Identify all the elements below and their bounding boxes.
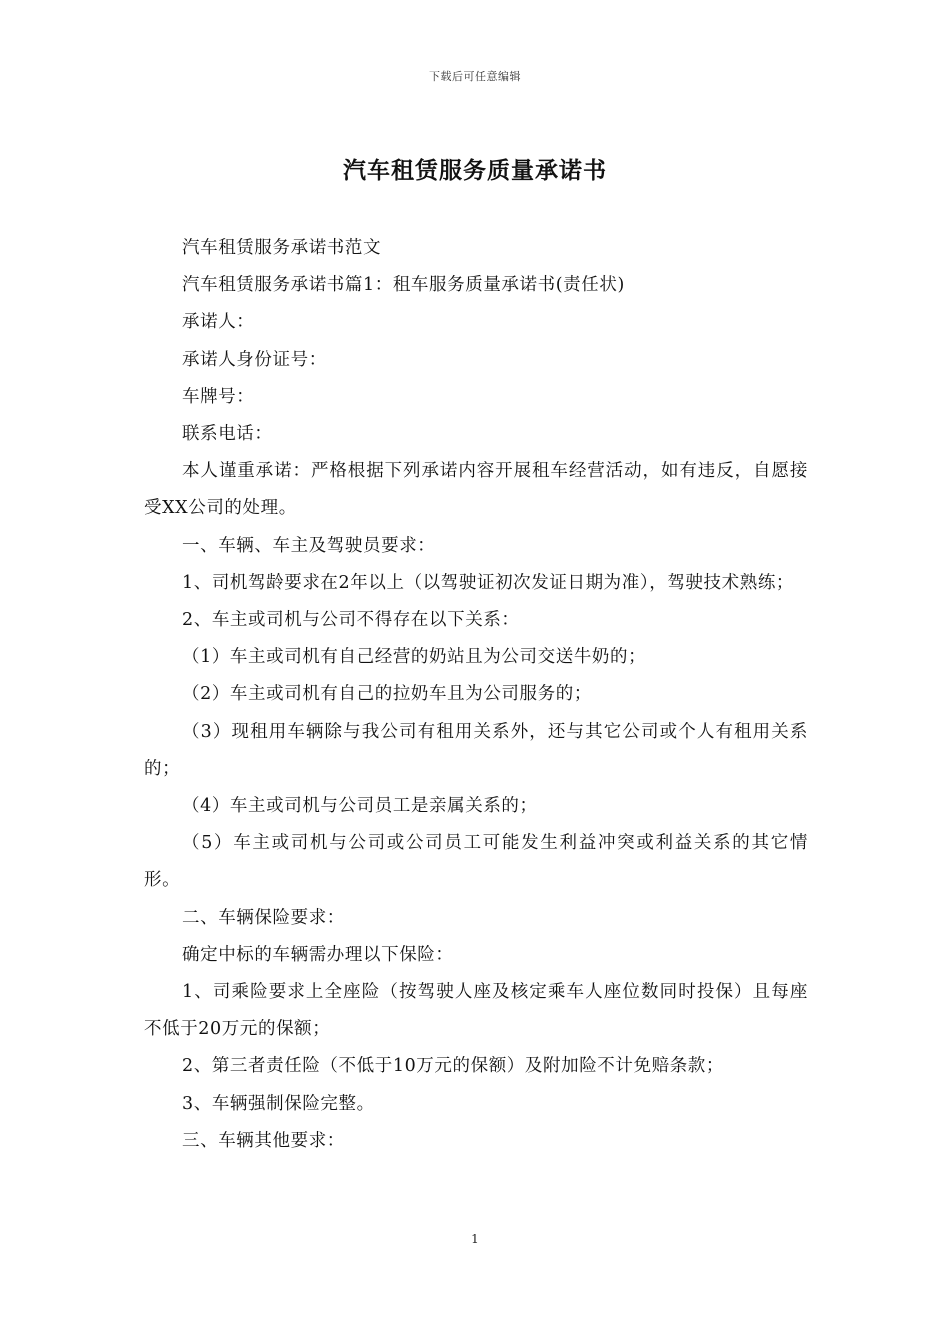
section-heading-other-requirements: 三、车辆其他要求： [182,1130,345,1151]
section-heading-vehicle-owner-driver: 一、车辆、车主及驾驶员要求： [182,535,436,556]
list-item: 3、车辆强制保险完整。 [182,1093,375,1114]
page-number: 1 [471,1232,479,1246]
section-heading-insurance: 二、车辆保险要求： [182,907,345,928]
paragraph-plate-number: 车牌号： [182,386,255,407]
paragraph-id-number: 承诺人身份证号： [182,349,327,370]
list-item: 1、司乘险要求上全座险（按驾驶人座及核定乘车人座位数同时投保）且每座不低于20万元的保额； [144,982,808,1040]
paragraph-contact-phone: 联系电话： [182,424,273,445]
list-item: 2、第三者责任险（不低于10万元的保额）及附加险不计免赔条款； [182,1056,724,1077]
paragraph-intro: 汽车租赁服务承诺书范文 [182,238,382,258]
document-title: 汽车租赁服务质量承诺书 [343,157,607,184]
page-header-note: 下载后可任意编辑 [429,70,521,83]
list-item: （4）车主或司机与公司员工是亲属关系的； [182,796,538,817]
list-item: 2、车主或司机与公司不得存在以下关系： [182,610,520,631]
list-item: （5）车主或司机与公司或公司员工可能发生利益冲突或利益关系的其它情形。 [144,833,808,891]
list-item: （1）车主或司机有自己经营的奶站且为公司交送牛奶的； [182,647,647,668]
paragraph-insurance-intro: 确定中标的车辆需办理以下保险： [182,944,454,965]
list-item: （3）现租用车辆除与我公司有租用关系外，还与其它公司或个人有租用关系的； [144,721,808,779]
paragraph-promiser: 承诺人： [182,312,255,333]
paragraph-pledge: 本人谨重承诺：严格根据下列承诺内容开展租车经营活动，如有违反，自愿接受XX公司的处理。 [144,461,808,519]
document-body [144,230,808,1160]
list-item: 1、司机驾龄要求在2年以上（以驾驶证初次发证日期为准），驾驶技术熟练； [182,572,795,593]
paragraph-chapter-heading: 汽车租赁服务承诺书篇1：租车服务质量承诺书(责任状) [182,275,625,296]
list-item: （2）车主或司机有自己的拉奶车且为公司服务的； [182,684,592,705]
